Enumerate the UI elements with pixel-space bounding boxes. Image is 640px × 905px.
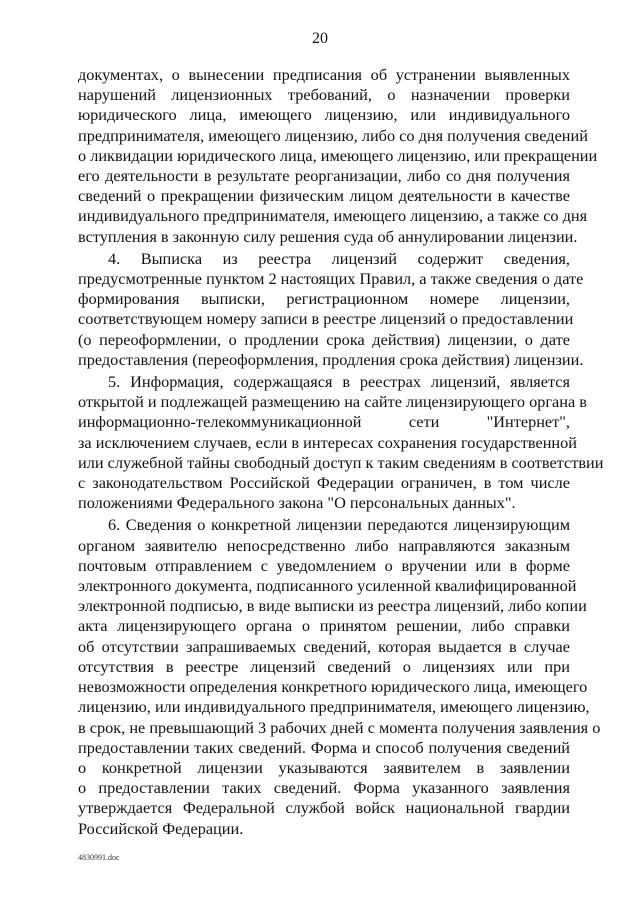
text-line: органом заявителю непосредственно либо направляются заказным — [78, 535, 570, 555]
text-line: или служебной тайны свободный доступ к таким сведениям в соответствии — [78, 452, 604, 472]
paragraph-4 — [78, 248, 584, 370]
text-line: предоставления (переоформления, продления срока действия) лицензии. — [78, 349, 584, 369]
text-line: документах, о вынесении предписания об устранении выявленных — [78, 65, 570, 84]
text-line: 4. Выписка из реестра лицензий содержит сведения, — [108, 248, 570, 268]
text-line: информационно-телекоммуникационной сети "Интернет", — [78, 412, 570, 432]
text-line: лицензию, или индивидуального предпринимателя, имеющего лицензию, — [78, 697, 590, 717]
text-line: за исключением случаев, если в интересах сохранения государственной — [78, 432, 578, 452]
text-line: открытой и подлежащей размещению на сайте лицензирующего органа в — [78, 392, 587, 412]
text-line: утверждается Федеральной службой войск национальной гвардии — [78, 798, 570, 818]
text-line: предусмотренные пунктом 2 настоящих Правил, а также сведения о дате — [78, 269, 584, 289]
text-line: вступления в законную силу решения суда об аннулировании лицензии. — [78, 226, 578, 246]
paragraph-6 — [78, 515, 601, 838]
text-line: о ликвидации юридического лица, имеющего лицензию, или прекращении — [78, 145, 598, 165]
text-line: невозможности определения конкретного юридического лица, имеющего — [78, 677, 588, 697]
text-line: почтовым отправлением с уведомлением о вручении или в форме — [78, 555, 570, 575]
paragraph-5 — [78, 372, 604, 513]
text-line: электронной подписью, в виде выписки из реестра лицензий, либо копии — [78, 596, 587, 616]
text-line: о предоставлении таких сведений. Форма указанного заявления — [78, 778, 570, 798]
text-line: о конкретной лицензии указываются заявителем в заявлении — [78, 757, 570, 777]
text-line: 6. Сведения о конкретной лицензии передаются лицензирующим — [108, 515, 570, 535]
text-line: с законодательством Российской Федерации ограничен, в том числе — [78, 473, 570, 493]
text-line: об отсутствии запрашиваемых сведений, которая выдается в случае — [78, 636, 570, 656]
text-line: (о переоформлении, о продлении срока действия) лицензии, о дате — [78, 329, 570, 349]
text-line: нарушений лицензионных требований, о назначении проверки — [78, 85, 570, 105]
text-line: формирования выписки, регистрационном номере лицензии, — [78, 289, 570, 309]
text-line: сведений о прекращении физическим лицом деятельности в качестве — [78, 186, 570, 206]
text-line: его деятельности в результате реорганизации, либо со дня получения — [78, 166, 570, 186]
text-line: положениями Федерального закона "О персональных данных". — [78, 493, 516, 513]
file-name-footer: 4830991.doc — [78, 853, 120, 862]
text-line: отсутствия в реестре лицензий сведений о лицензиях или при — [78, 656, 570, 676]
text-line: 5. Информация, содержащаяся в реестрах лицензий, является — [108, 372, 570, 392]
document-body — [78, 65, 604, 841]
text-line: предоставлении таких сведений. Форма и способ получения сведений — [78, 737, 570, 757]
text-line: юридического лица, имеющего лицензию, или индивидуального — [78, 105, 570, 125]
text-line: соответствующем номеру записи в реестре лицензий о предоставлении — [78, 309, 574, 329]
paragraph-continuation — [78, 65, 598, 247]
text-line: в срок, не превышающий 3 рабочих дней с момента получения заявления о — [78, 717, 601, 737]
text-line: Российской Федерации. — [78, 818, 244, 838]
page-number: 20 — [312, 30, 328, 47]
text-line: электронного документа, подписанного усиленной квалифицированной — [78, 576, 577, 596]
text-line: предпринимателя, имеющего лицензию, либо со дня получения сведений — [78, 125, 588, 145]
text-line: индивидуального предпринимателя, имеющего лицензию, а также со дня — [78, 206, 588, 226]
text-line: акта лицензирующего органа о принятом решении, либо справки — [78, 616, 570, 636]
